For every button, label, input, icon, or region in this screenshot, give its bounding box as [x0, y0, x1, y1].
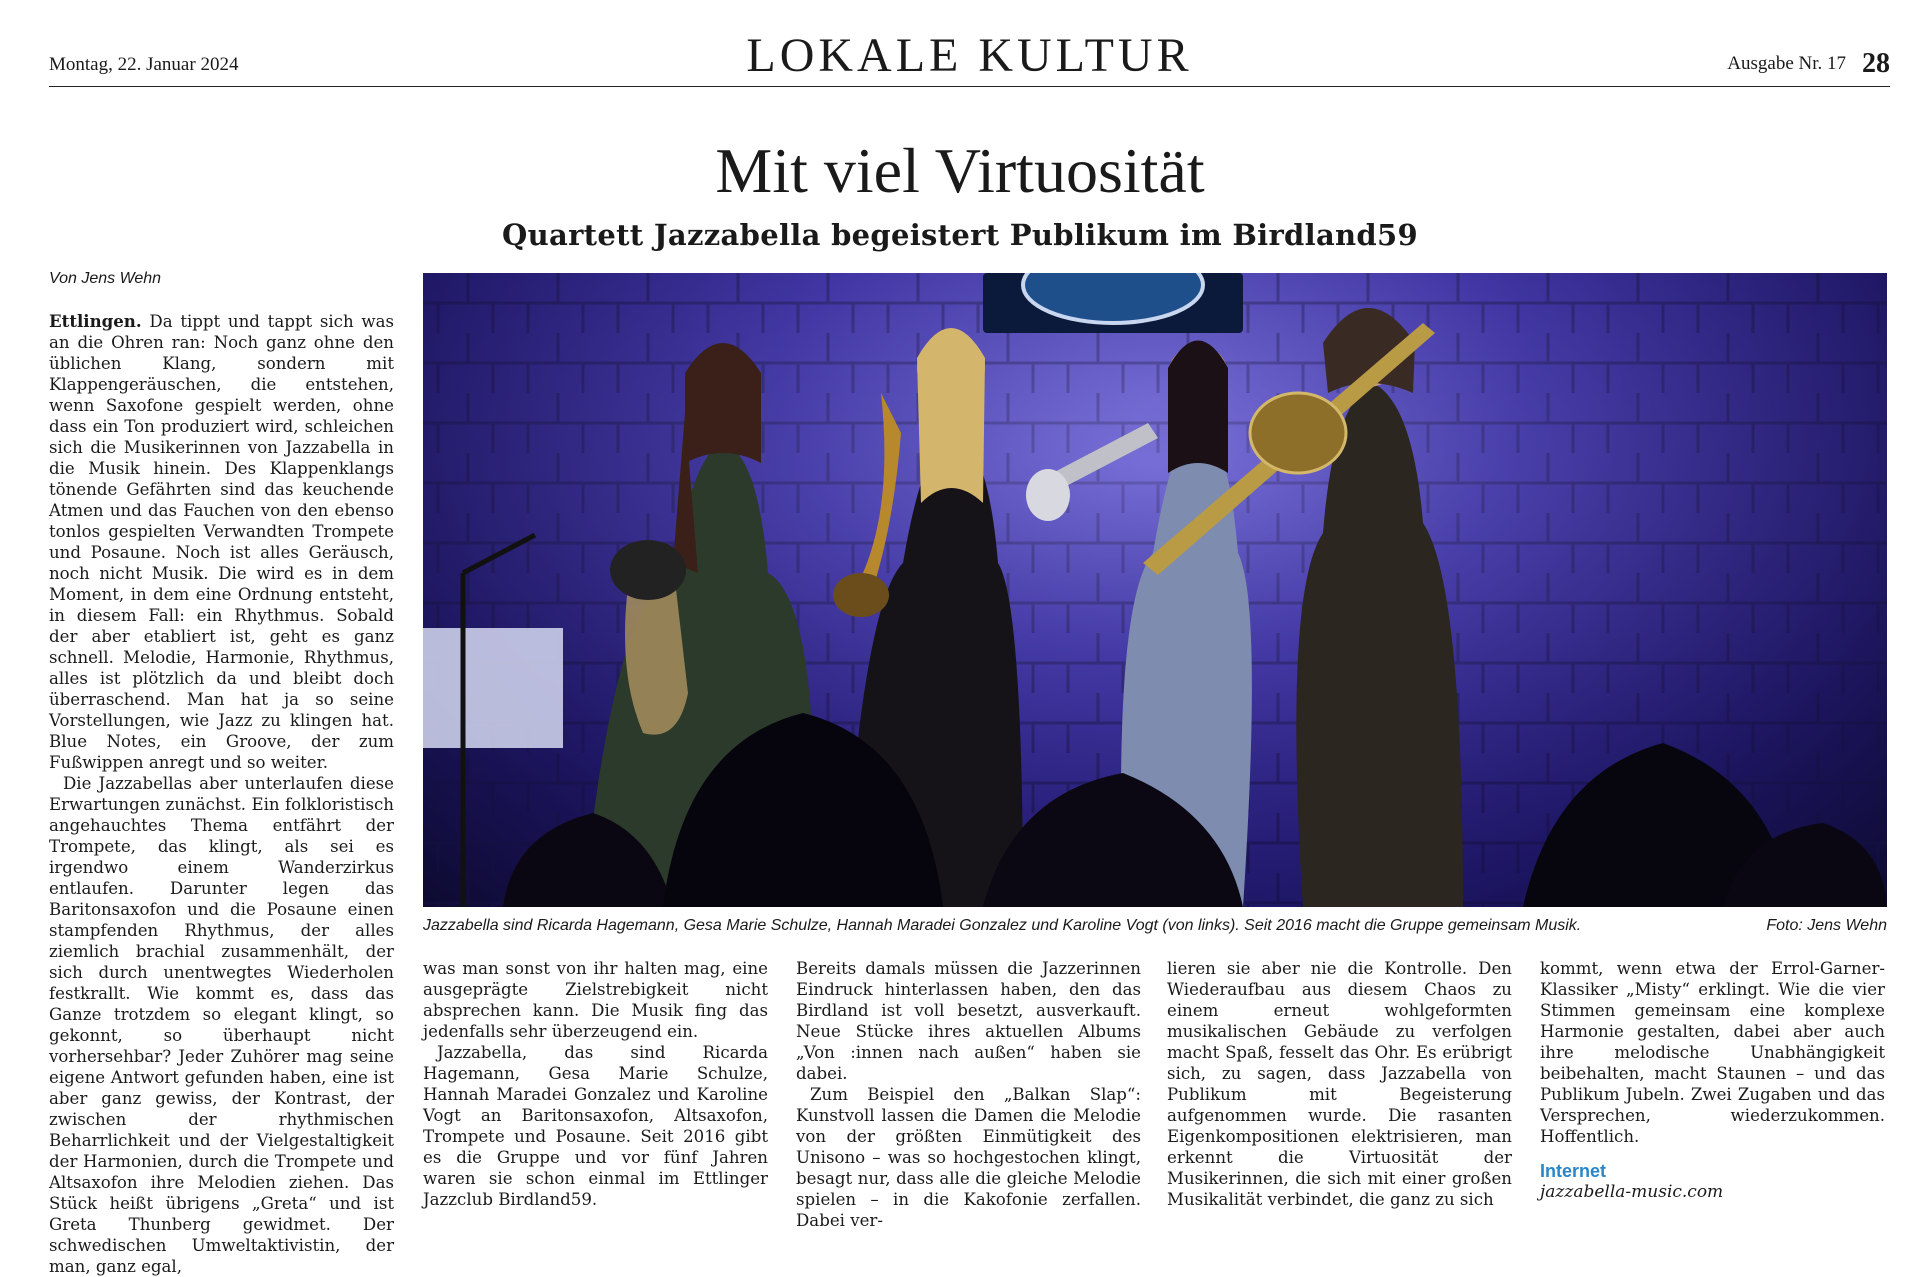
paragraph-text: Da tippt und tappt sich was an die Ohren ran: Noch ganz ohne den üblichen Klang, sondern mit Klappengeräuschen, die entstehen, wenn Saxofone gespielt werden, ohne dass ein Ton produziert wird, schleichen sich die Musikerinnen von Jazzabella in die Musik hinein. Des Klappenklangs tönende Gefährten sind das keuchende Atmen und das Fauchen von den ebenso tonlos gespielten Verwandten Trompete und Posaune. Noch ist alles Geräusch, noch nicht Musik. Die wird es in dem Moment, in dem eine Ordnung entsteht, in diesem Fall: ein Rhythmus. Sobald der aber etabliert ist, geht es ganz schnell. Melodie, Harmonie, Rhythmus, alles ist plötzlich da und bleibt doch überraschend. Man hat ja so seine Vorstellungen, wie Jazz zu klingen hat. Blue Notes, ein Groove, der zum Fußwippen anregt und so weiter.: [49, 312, 394, 772]
issue-info: [1727, 48, 1890, 80]
website-link[interactable]: jazzabella-music.com: [1540, 1182, 1724, 1202]
paragraph: was man sonst von ihr halten mag, eine ausgeprägte Zielstrebigkeit nicht absprechen kann. Die Musik fing das jedenfalls sehr überzeugend ein.: [423, 959, 768, 1041]
photo-caption: [423, 917, 1887, 935]
article-subheadline: Quartett Jazzabella begeistert Publikum im Birdland59: [502, 218, 1418, 252]
page-number: 28: [1862, 48, 1890, 79]
article-column-2: [423, 958, 768, 1210]
masthead: [49, 30, 1890, 87]
article-column-3: [796, 958, 1141, 1231]
caption-text: Jazzabella sind Ricarda Hagemann, Gesa Marie Schulze, Hannah Maradei Gonzalez und Karoline Vogt (von links). Seit 2016 macht die Gruppe gemeinsam Musik.: [423, 917, 1582, 934]
article-column-4: [1167, 958, 1512, 1210]
concert-photo: [423, 273, 1887, 907]
issue-number: Ausgabe Nr. 17: [1727, 53, 1846, 74]
article-headline: Mit viel Virtuosität: [715, 135, 1205, 206]
byline: Von Jens Wehn: [49, 270, 162, 287]
paragraph: Jazzabella, das sind Ricarda Hagemann, Gesa Marie Schulze, Hannah Maradei Gonzalez und Karoline Vogt an Baritonsaxofon, Altsaxofon, Trompete und Posaune. Seit 2016 gibt es die Gruppe und vor fünf Jahren waren sie schon einmal im Ettlinger Jazzclub Birdland59.: [423, 1043, 768, 1209]
photo-credit: Foto: Jens Wehn: [1766, 917, 1887, 934]
paragraph: Die Jazzabellas aber unterlaufen diese Erwartungen zunächst. Ein folkloristisch angehauchtes Thema entfährt der Trompete, das klingt, als sei es irgendwo einem Wanderzirkus entlaufen. Darunter legen das Baritonsaxofon und die Posaune einen stampfenden Rhythmus, der alles ziemlich brachial zusammenhält, der sich durch unentwegtes Wiederholen festkrallt. Wie kommt es, dass das Ganze trotzdem so elegant klingt, so gekonnt, so überhaupt nicht vorhersehbar? Jeder Zuhörer mag seine eigene Antwort gefunden haben, eine ist aber ganz gewiss, der Kontrast, der zwischen der rhythmischen Beharrlichkeit und der Vielgestaltigkeit der Harmonien, durch die Trompete und Altsaxofon ihre Melodien ziehen. Das Stück heißt übrigens „Greta“ und ist Greta Thunberg gewidmet. Der schwedischen Umweltaktivistin, der man, ganz egal,: [49, 774, 394, 1276]
paragraph: lieren sie aber nie die Kontrolle. Den Wiederaufbau aus diesem Chaos zu einem erneut wohlgeformten musikalischen Gebäude zu verfolgen macht Spaß, fesselt das Ohr. Es erübrigt sich, zu sagen, dass Jazzabella von Publikum mit Begeisterung aufgenommen wurde. Die rasanten Eigenkompositionen elektrisieren, man erkennt die Virtuosität der Musikerinnen, die sich mit einer großen Musikalität verbindet, die ganz zu sich: [1167, 959, 1512, 1209]
issue-date: Montag, 22. Januar 2024: [49, 54, 239, 75]
paragraph: Zum Beispiel den „Balkan Slap“: Kunstvoll lassen die Damen die Melodie von der größten Einmütigkeit des Unisono – was so hochgestochen klingt, besagt nur, dass alle die gleiche Melodie spielen – in die Kakofonie zerfallen. Dabei ver-: [796, 1085, 1141, 1230]
article-column-5: [1540, 958, 1885, 1203]
paragraph: [49, 311, 394, 773]
section-title: LOKALE KULTUR: [746, 29, 1193, 82]
info-box-heading: Internet: [1540, 1161, 1607, 1181]
paragraph: kommt, wenn etwa der Errol-Garner-Klassiker „Misty“ erklingt. Wie die vier Stimmen gemeinsam eine komplexe Harmonie gestalten, dabei aber auch ihre melodische Unabhängigkeit beibehalten, macht Staunen – und das Publikum Jubeln. Zwei Zugaben und das Versprechen, wiederzukommen. Hoffentlich.: [1540, 959, 1885, 1146]
article-column-1: [49, 311, 394, 1277]
dateline: Ettlingen.: [49, 311, 142, 331]
paragraph: Bereits damals müssen die Jazzerinnen Eindruck hinterlassen haben, den das Birdland ist voll besetzt, ausverkauft. Neue Stücke ihres aktuellen Albums „Von :innen nach außen“ haben sie dabei.: [796, 959, 1141, 1083]
concert-photo-illustration: [423, 273, 1887, 907]
